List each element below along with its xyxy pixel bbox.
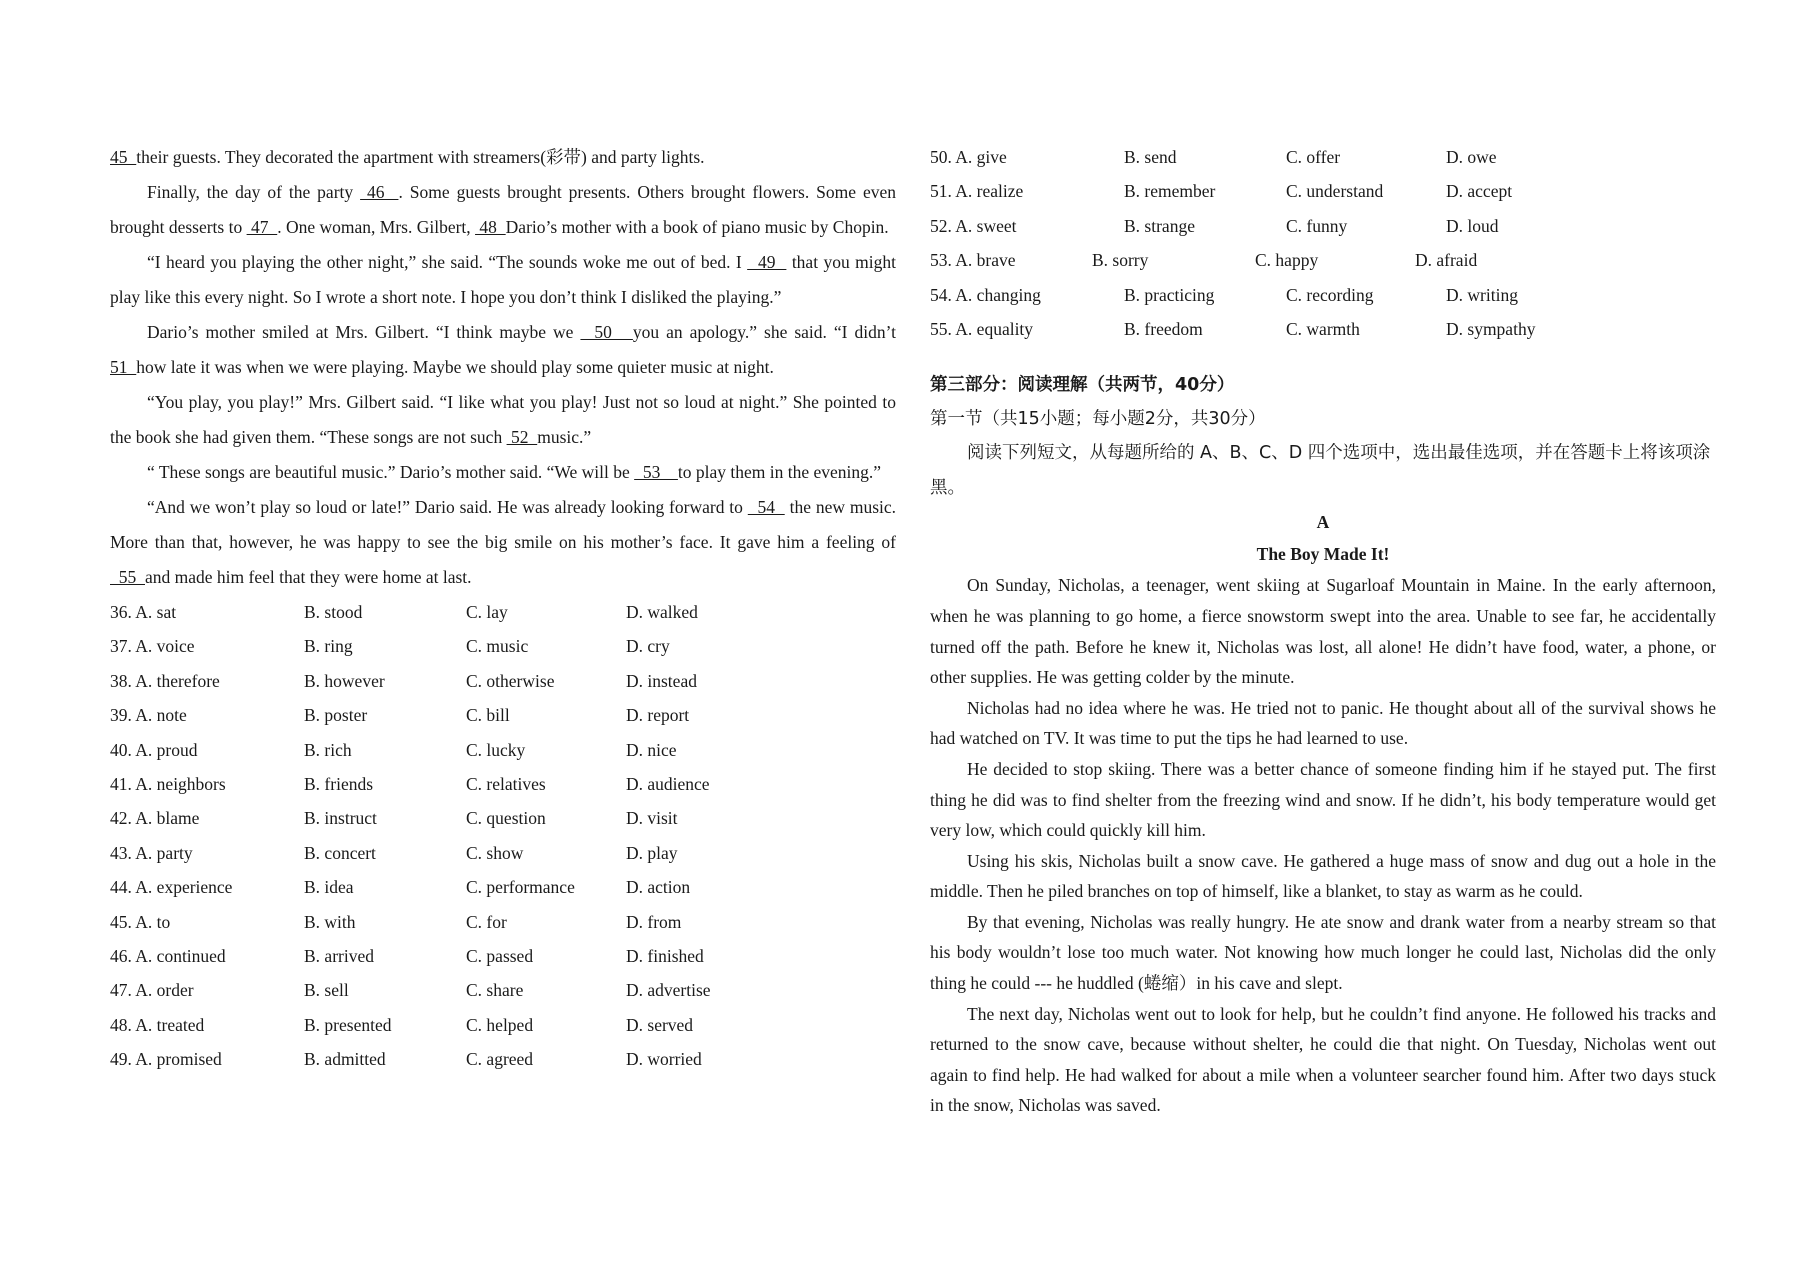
option-choice: D. finished	[626, 945, 704, 966]
option-choice: 54. A. changing	[930, 284, 1041, 305]
cloze-paragraph	[110, 490, 896, 595]
option-choice: C. share	[466, 980, 524, 1001]
option-choice: D. action	[626, 877, 691, 898]
reading-paragraph: Nicholas had no idea where he was. He tried not to panic. He thought about all of the survival shows he had watched on TV. It was time to put the tips he had learned to use.	[930, 697, 1716, 749]
option-choice: C. recording	[1286, 284, 1374, 305]
option-row	[110, 1008, 896, 1042]
left-column	[110, 140, 896, 1076]
option-choice: B. idea	[304, 877, 354, 898]
cloze-paragraph	[110, 385, 896, 455]
option-choice: D. writing	[1446, 284, 1518, 305]
paragraph-text: “ These songs are beautiful music.” Dario’s mother said. “We will be	[147, 462, 635, 482]
option-choice: 38. A. therefore	[110, 670, 220, 691]
option-choice: 46. A. continued	[110, 945, 226, 966]
paragraph-text: music.”	[537, 427, 592, 447]
option-choice: 37. A. voice	[110, 636, 195, 657]
option-choice: 49. A. promised	[110, 1049, 222, 1070]
part-title: 第三部分：阅读理解（共两节，40分）	[930, 375, 1235, 396]
option-choice: C. warmth	[1286, 318, 1360, 339]
option-choice: D. afraid	[1415, 250, 1478, 271]
options-list	[930, 140, 1716, 346]
paragraph-text: that you might play like this every night. So I wrote a short note. I hope you don’t think I disliked the playing.”	[110, 252, 897, 307]
option-choice: 48. A. treated	[110, 1014, 205, 1035]
option-choice: 51. A. realize	[930, 181, 1024, 202]
option-choice: B. presented	[304, 1014, 392, 1035]
option-choice: 40. A. proud	[110, 739, 198, 760]
blank-45: 45	[110, 147, 137, 167]
option-choice: D. walked	[626, 602, 698, 622]
option-row	[110, 595, 896, 629]
option-row	[110, 664, 896, 698]
option-choice: 44. A. experience	[110, 877, 233, 898]
option-choice: D. report	[626, 705, 690, 726]
option-choice: D. instead	[626, 670, 697, 691]
option-choice: C. relatives	[466, 773, 546, 794]
option-choice: 42. A. blame	[110, 808, 200, 829]
cloze-paragraph	[110, 245, 896, 315]
option-choice: D. audience	[626, 773, 710, 794]
option-choice: B. friends	[304, 773, 374, 794]
passage-letter: A	[1316, 512, 1330, 533]
option-row	[110, 1042, 896, 1076]
option-choice: D. nice	[626, 739, 677, 760]
blank-46: 46	[360, 182, 399, 202]
option-choice: C. understand	[1286, 181, 1384, 202]
option-row	[930, 243, 1716, 277]
paragraph-text: . Some guests brought presents. Others brought flowers. Some even brought desserts to	[110, 182, 897, 237]
blank-48: 48	[475, 217, 506, 237]
reading-paragraph: The next day, Nicholas went out to look for help, but he couldn’t find anyone. He followed his tracks and returned to the snow cave, because without shelter, he could die that night. On Tuesday, Nicholas went out again to find help. He had walked for about a mile when a volunteer searcher found him. After two days stuck in the snow, Nicholas was saved.	[930, 1003, 1716, 1116]
paragraph-text: “You play, you play!” Mrs. Gilbert said. “I like what you play! Just not so loud at night.” She pointed to the book she had given them. “These songs are not such	[110, 392, 896, 447]
option-choice: C. lucky	[466, 739, 526, 760]
option-choice: D. sympathy	[1446, 318, 1536, 339]
option-row	[110, 905, 896, 939]
option-choice: C. otherwise	[466, 670, 555, 691]
reading-paragraph: By that evening, Nicholas was really hungry. He ate snow and drank water from a nearby stream so that his body wouldn’t lose too much water. Not knowing how much longer he could last, Nicholas did the only thing he could --- he huddled (蜷缩）in his cave and slept.	[930, 911, 1716, 994]
reading-paragraph: He decided to stop skiing. There was a better chance of someone finding him if he stayed put. The first thing he did was to find shelter from the freezing wind and snow. If he didn’t, his body temperature would get very low, which could quickly kill him.	[930, 758, 1716, 841]
option-row	[930, 174, 1716, 208]
blank-54: 54	[747, 497, 785, 517]
option-choice: B. remember	[1124, 181, 1216, 202]
option-choice: C. happy	[1255, 250, 1319, 271]
instruction: 阅读下列短文，从每题所给的 A、B、C、D 四个选项中，选出最佳选项，并在答题卡上将该项涂黑。	[930, 443, 1711, 499]
option-choice: B. arrived	[304, 945, 374, 966]
option-choice: 53. A. brave	[930, 250, 1016, 271]
paragraph-text: you an apology.” she said. “I didn’t	[632, 322, 896, 342]
option-choice: C. agreed	[466, 1049, 534, 1070]
option-choice: B. strange	[1124, 215, 1195, 236]
blank-53: 53	[634, 462, 678, 482]
option-row	[110, 733, 896, 767]
blank-47: 47	[246, 217, 278, 237]
option-choice: B. send	[1124, 147, 1177, 167]
option-choice: B. instruct	[304, 808, 377, 829]
option-choice: B. with	[304, 911, 356, 932]
option-choice: B. practicing	[1124, 284, 1215, 305]
option-choice: D. play	[626, 842, 678, 863]
paragraph-text: “And we won’t play so loud or late!” Dario said. He was already looking forward to	[147, 497, 748, 517]
right-column	[930, 140, 1716, 1121]
option-row	[930, 312, 1716, 346]
paragraph-text: how late it was when we were playing. Maybe we should play some quieter music at night.	[136, 357, 774, 377]
option-row	[110, 698, 896, 732]
option-choice: B. however	[304, 670, 385, 691]
section-title: 第一节（共15小题；每小题2分，共30分）	[930, 409, 1266, 430]
option-choice: 45. A. to	[110, 911, 171, 932]
option-choice: B. sell	[304, 980, 349, 1001]
blank-51: 51	[110, 357, 137, 377]
blank-52: 52	[506, 427, 538, 447]
option-choice: C. funny	[1286, 215, 1348, 236]
option-choice: C. bill	[466, 705, 510, 726]
option-choice: D. from	[626, 911, 682, 932]
paragraph-text: “I heard you playing the other night,” she said. “The sounds woke me out of bed. I	[147, 252, 748, 272]
option-choice: D. accept	[1446, 181, 1513, 202]
reading-paragraph: Using his skis, Nicholas built a snow cave. He gathered a huge mass of snow and dug out a hole in the middle. Then he piled branches on top of himself, like a blanket, to stay as warm as he could.	[930, 850, 1716, 902]
option-choice: C. performance	[466, 877, 575, 898]
option-row	[930, 140, 1716, 174]
option-choice: B. ring	[304, 636, 353, 657]
blank-50: 50	[580, 322, 633, 342]
option-choice: C. show	[466, 842, 524, 863]
paragraph-text: Finally, the day of the party	[147, 182, 361, 202]
cloze-paragraph	[110, 175, 896, 245]
option-choice: C. helped	[466, 1014, 534, 1035]
paragraph-text: and made him feel that they were home at last.	[145, 567, 472, 587]
option-choice: D. visit	[626, 808, 678, 829]
option-choice: 52. A. sweet	[930, 215, 1017, 236]
cloze-paragraph	[110, 140, 896, 175]
option-choice: D. loud	[1446, 215, 1499, 236]
option-choice: D. cry	[626, 636, 670, 657]
option-row	[110, 870, 896, 904]
paragraph-text: to play them in the evening.”	[677, 462, 882, 482]
option-choice: C. music	[466, 636, 529, 657]
option-row	[110, 629, 896, 663]
option-row	[930, 209, 1716, 243]
blank-55: 55	[110, 567, 145, 587]
option-choice: B. poster	[304, 705, 368, 726]
cloze-paragraph	[110, 315, 896, 385]
option-row	[930, 278, 1716, 312]
option-choice: C. for	[466, 911, 507, 932]
option-choice: B. concert	[304, 842, 376, 863]
option-choice: 47. A. order	[110, 980, 194, 1001]
option-choice: C. lay	[466, 602, 508, 622]
options-list	[110, 595, 896, 1076]
option-choice: 55. A. equality	[930, 318, 1034, 339]
reading-paragraph: On Sunday, Nicholas, a teenager, went skiing at Sugarloaf Mountain in Maine. In the early afternoon, when he was planning to go home, a fierce snowstorm swept into the area. Unable to see far, he accidentally turned off the path. Before he knew it, Nicholas was lost, all alone! He didn’t have food, water, a phone, or other supplies. He was getting colder by the minute.	[930, 575, 1716, 688]
paragraph-text: Dario’s mother smiled at Mrs. Gilbert. “I think maybe we	[147, 322, 581, 342]
option-choice: 50. A. give	[930, 147, 1007, 167]
option-choice: B. rich	[304, 739, 352, 760]
option-choice: 39. A. note	[110, 705, 187, 726]
option-choice: C. passed	[466, 945, 534, 966]
option-row	[110, 939, 896, 973]
option-row	[110, 836, 896, 870]
option-choice: B. sorry	[1092, 250, 1149, 271]
option-choice: B. freedom	[1124, 318, 1203, 339]
option-choice: 43. A. party	[110, 842, 193, 863]
option-choice: C. offer	[1286, 147, 1341, 167]
option-choice: D. owe	[1446, 147, 1497, 167]
passage-title: The Boy Made It!	[1256, 544, 1390, 565]
option-choice: 41. A. neighbors	[110, 773, 226, 794]
cloze-paragraph	[110, 455, 896, 490]
option-choice: D. served	[626, 1014, 694, 1035]
paragraph-text: . One woman, Mrs. Gilbert,	[277, 217, 476, 237]
option-choice: B. admitted	[304, 1049, 386, 1070]
option-choice: D. advertise	[626, 980, 711, 1001]
blank-49: 49	[747, 252, 787, 272]
option-choice: 36. A. sat	[110, 602, 177, 622]
option-row	[110, 801, 896, 835]
option-row	[110, 767, 896, 801]
paragraph-text: their guests. They decorated the apartment with streamers(彩带) and party lights.	[136, 147, 705, 167]
option-row	[110, 973, 896, 1007]
option-choice: C. question	[466, 808, 546, 829]
paragraph-text: Dario’s mother with a book of piano music by Chopin.	[505, 217, 889, 237]
option-choice: B. stood	[304, 602, 363, 622]
option-choice: D. worried	[626, 1049, 702, 1070]
paragraph-text: the new music. More than that, however, he was happy to see the big smile on his mother’s face. It gave him a feeling of	[110, 497, 897, 552]
